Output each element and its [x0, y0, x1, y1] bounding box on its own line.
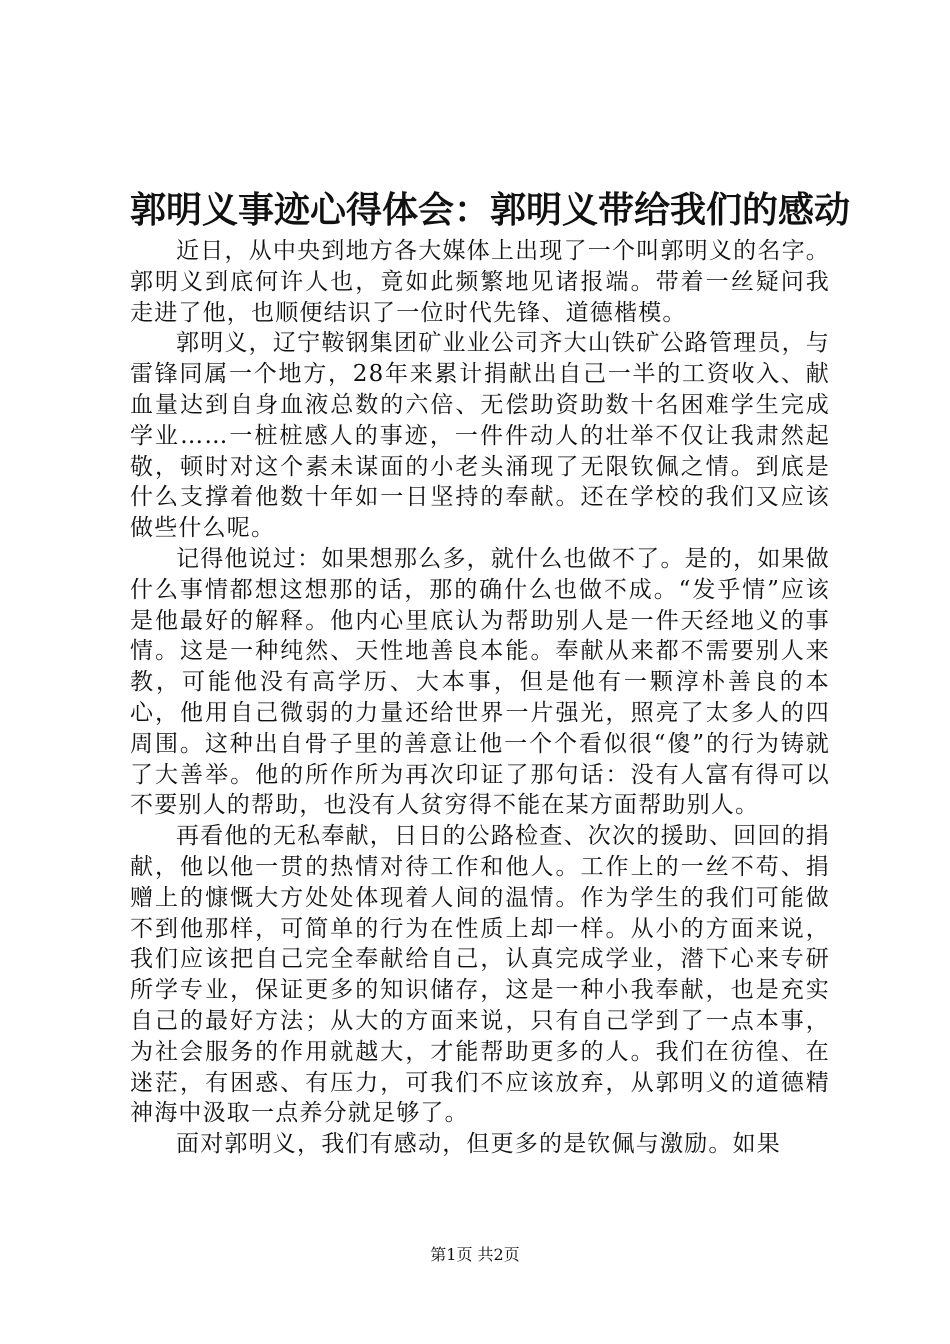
paragraph-3: 记得他说过：如果想那么多，就什么也做不了。是的，如果做什么事情都想这想那的话，那的确什么也做不成。“发乎情”应该是他最好的解释。他内心里底认为帮助别人是一件天经地义的事情。这是一种纯然、天性地善良本能。奉献从来都不需要别人来教，可能他没有高学历、大本事，但是他有一颗淳朴善良的本心，他用自己微弱的力量还给世界一片强光，照亮了太多人的四周围。这种出自骨子里的善意让他一个个看似很“傻”的行为铸就了大善举。他的所作所为再次印证了那句话：没有人富有得可以不要别人的帮助，也没有人贫穷得不能在某方面帮助别人。: [130, 545, 830, 819]
paragraph-1: 近日，从中央到地方各大媒体上出现了一个叫郭明义的名字。郭明义到底何许人也，竟如此频繁地见诸报端。带着一丝疑问我走进了他，也顺便结识了一位时代先锋、道德楷模。: [130, 238, 830, 326]
paragraph-4: 再看他的无私奉献，日日的公路检查、次次的援助、回回的捐献，他以他一贯的热情对待工作和他人。工作上的一丝不苟、捐赠上的慷慨大方处处体现着人间的温情。作为学生的我们可能做不到他那样，可简单的行为在性质上却一样。从小的方面来说，我们应该把自己完全奉献给自己，认真完成学业，潜下心来专研所学专业，保证更多的知识储存，这是一种小我奉献，也是充实自己的最好方法；从大的方面来说，只有自己学到了一点本事，为社会服务的作用就越大，才能帮助更多的人。我们在彷徨、在迷茫，有困惑、有压力，可我们不应该放弃，从郭明义的道德精神海中汲取一点养分就足够了。: [130, 823, 830, 1127]
paragraph-2: 郭明义，辽宁鞍钢集团矿业业公司齐大山铁矿公路管理员，与雷锋同属一个地方，28年来累计捐献出自己一半的工资收入、献血量达到自身血液总数的六倍、无偿助资助数十名困难学生完成学业……一桩桩感人的事迹，一件件动人的壮举不仅让我肃然起敬，顿时对这个素未谋面的小老头涌现了无限钦佩之情。到底是什么支撑着他数十年如一日坚持的奉献。还在学校的我们又应该做些什么呢。: [130, 330, 830, 542]
paragraph-5: 面对郭明义，我们有感动，但更多的是钦佩与激励。如果: [176, 1131, 781, 1158]
page-number-footer: 第1页 共2页: [430, 1245, 520, 1264]
document-title: 郭明义事迹心得体会：郭明义带给我们的感动: [130, 189, 851, 231]
document-body: [130, 236, 830, 1160]
